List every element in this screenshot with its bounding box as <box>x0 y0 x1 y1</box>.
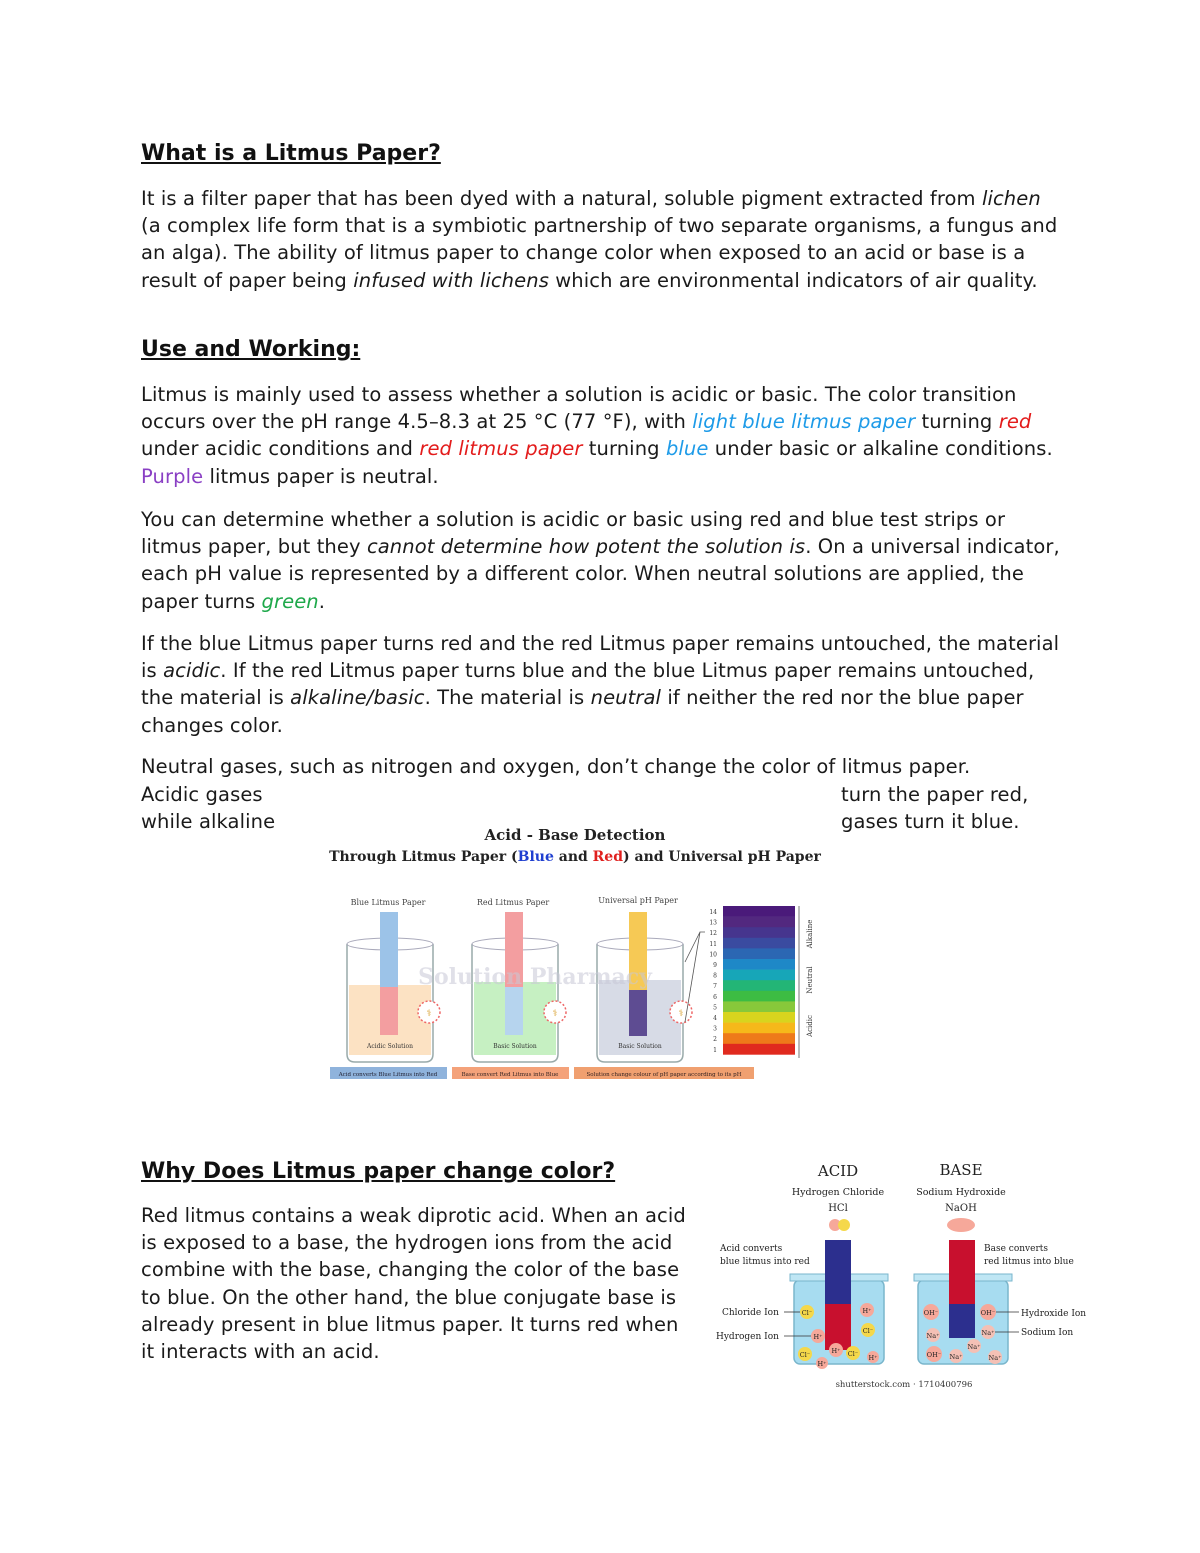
solution-label-universal: Basic Solution <box>618 1043 662 1050</box>
purple-text: Purple <box>141 464 204 488</box>
neutral-text: neutral <box>590 686 662 710</box>
svg-text:Na⁺: Na⁺ <box>926 1332 940 1340</box>
blue-text: blue <box>665 437 709 461</box>
red-paper-text: red litmus paper <box>419 437 583 461</box>
text: . <box>318 589 326 613</box>
base-note-line2: red litmus into blue <box>984 1257 1074 1267</box>
svg-text:H⁺: H⁺ <box>831 1347 841 1355</box>
svg-text:Na⁺: Na⁺ <box>967 1343 981 1351</box>
caption-base: Base convert Red Litmus into Blue <box>461 1072 559 1078</box>
figure2-credit: shutterstock.com · 1710400796 <box>835 1380 973 1390</box>
blue-litmus-strip <box>380 912 398 987</box>
watermark: Solution Pharmacy <box>418 964 652 990</box>
acid-note-line2: blue litmus into red <box>720 1257 810 1267</box>
ph-scale-band <box>723 1044 795 1055</box>
svg-text:OH⁻: OH⁻ <box>926 1351 942 1359</box>
text: It is a filter paper that has been dyed with a natural, soluble pigment extracted from <box>141 187 982 210</box>
heading-why-change-color: Why Does Litmus paper change color? <box>141 1159 616 1184</box>
ph-scale-number: 6 <box>713 993 717 1001</box>
figure1-subtitle: Through Litmus Paper (Blue and Red) and Universal pH Paper <box>329 849 821 865</box>
base-title: BASE <box>939 1161 983 1179</box>
acid-formula: HCl <box>828 1203 848 1214</box>
ph-scale-band <box>723 906 795 917</box>
lichen-text: lichen <box>981 187 1041 210</box>
svg-text:Na⁺: Na⁺ <box>988 1354 1002 1362</box>
text: If the blue Litmus paper turns red and the red Litmus paper remains untouched, the material is <box>141 632 1060 683</box>
base-note-line1: Base converts <box>984 1244 1048 1254</box>
svg-text:H⁺: H⁺ <box>817 1360 827 1368</box>
green-text: green <box>261 589 319 613</box>
ph-scale-number: 2 <box>713 1036 717 1044</box>
scale-label-neutral: Neutral <box>806 966 814 994</box>
acid-name: Hydrogen Chloride <box>791 1187 885 1198</box>
ph-scale-band <box>723 980 795 991</box>
heading-what-is-litmus: What is a Litmus Paper? <box>141 141 441 166</box>
svg-text:Cl⁻: Cl⁻ <box>862 1327 874 1335</box>
ph-scale-number: 10 <box>709 951 717 959</box>
svg-text:⚕: ⚕ <box>426 1009 432 1019</box>
gases-acidic-left: Acidic gases <box>141 783 263 806</box>
figure1-title: Acid - Base Detection <box>484 826 666 844</box>
paragraph-results <box>141 630 1066 739</box>
svg-text:⚕: ⚕ <box>678 1009 684 1019</box>
ph-scale-band <box>723 1033 795 1044</box>
heading-use-and-working: Use and Working: <box>141 337 361 362</box>
text: under acidic conditions and <box>141 437 420 461</box>
text: Litmus is mainly used to assess whether a solution is acidic or basic. The color transition occurs over the pH range 4.5–8.3 at 25 °C (77 °F), with <box>141 383 1017 434</box>
paragraph-why: Red litmus contains a weak diprotic acid. When an acid is exposed to a base, the hydrogen ions from the acid combine with the base, changing the color of the base to blue. On the other hand, the blue conjugate base is already present in blue litmus paper. It turns red when it interacts with an acid. <box>141 1204 686 1364</box>
text: . If the red Litmus paper turns blue and the blue Litmus paper remains untouched, the material is <box>141 659 1035 710</box>
caption-acid: Acid converts Blue Litmus into Red <box>338 1072 438 1078</box>
ph-scale-band <box>723 927 795 938</box>
paragraph-use <box>141 381 1066 490</box>
svg-text:OH⁻: OH⁻ <box>923 1309 939 1317</box>
ph-scale-number: 1 <box>713 1046 717 1054</box>
text: if neither the red nor the blue paper changes color. <box>141 686 1024 737</box>
text: under basic or alkaline conditions. <box>708 437 1053 461</box>
text: which are environmental indicators of air quality. <box>548 268 1038 292</box>
ph-scale-band <box>723 1023 795 1034</box>
light-blue-paper-text: light blue litmus paper <box>692 410 916 434</box>
label-chloride-ion: Chloride Ion <box>722 1308 779 1318</box>
ph-scale-number: 12 <box>709 930 717 938</box>
svg-text:Na⁺: Na⁺ <box>949 1353 963 1361</box>
beaker-label-blue: Blue Litmus Paper <box>350 898 426 907</box>
acid-strip-blue <box>825 1240 851 1304</box>
acid-note-line1: Acid converts <box>720 1244 783 1254</box>
ph-scale-number: 9 <box>713 962 717 969</box>
svg-text:H⁺: H⁺ <box>868 1354 878 1362</box>
label-hydrogen-ion: Hydrogen Ion <box>716 1332 779 1342</box>
solution-label-basic: Basic Solution <box>493 1043 537 1050</box>
text: litmus paper is neutral. <box>203 464 439 488</box>
ph-scale-number: 13 <box>709 919 717 927</box>
label-hydroxide-ion: Hydroxide Ion <box>1021 1309 1087 1319</box>
ph-scale-band <box>723 970 795 981</box>
gases-alkaline-right: gases turn it blue. <box>841 810 1020 833</box>
ph-scale-number: 11 <box>709 940 717 948</box>
ph-scale-band <box>723 1001 795 1012</box>
ph-scale-number: 5 <box>713 1004 717 1012</box>
gases-alkaline-left: while alkaline <box>141 810 276 833</box>
ph-scale-number: 4 <box>713 1015 717 1022</box>
text: . The material is <box>424 686 591 710</box>
ph-scale-band <box>723 917 795 928</box>
ph-scale-band <box>723 991 795 1002</box>
base-strip-red <box>949 1240 975 1304</box>
base-naoh-top <box>947 1218 975 1232</box>
solution-label-acidic: Acidic Solution <box>367 1043 413 1050</box>
ph-scale-numbers <box>709 909 717 1054</box>
svg-text:⚕: ⚕ <box>552 1009 558 1019</box>
infused-text: infused with lichens <box>353 268 549 292</box>
gases-acidic-right: turn the paper red, <box>841 783 1029 806</box>
ph-color-scale <box>723 906 795 1055</box>
ph-scale-band <box>723 959 795 970</box>
acidic-text: acidic <box>163 659 221 683</box>
red-text: red <box>998 410 1032 434</box>
ph-scale-band <box>723 948 795 959</box>
beaker-label-red: Red Litmus Paper <box>476 898 550 907</box>
acid-strip-red <box>825 1304 851 1350</box>
beaker-label-universal: Universal pH Paper <box>598 896 678 905</box>
text: You can determine whether a solution is acidic or basic using red and blue test strips or litmus paper, but they <box>141 508 1006 559</box>
scale-label-alkaline: Alkaline <box>806 919 814 949</box>
ph-scale-band <box>723 1012 795 1023</box>
base-strip-blue <box>949 1304 975 1338</box>
acid-title: ACID <box>817 1162 859 1180</box>
svg-text:Cl⁻: Cl⁻ <box>801 1309 813 1317</box>
ph-scale-number: 8 <box>713 972 717 980</box>
text: turning <box>582 437 666 461</box>
svg-text:Cl⁻: Cl⁻ <box>799 1351 811 1359</box>
ph-scale-number: 14 <box>709 909 717 916</box>
label-sodium-ion: Sodium Ion <box>1021 1328 1074 1338</box>
svg-text:Cl⁻: Cl⁻ <box>847 1350 859 1358</box>
base-formula: NaOH <box>945 1203 977 1214</box>
svg-text:H⁺: H⁺ <box>813 1333 823 1341</box>
scale-label-acidic: Acidic <box>806 1015 814 1037</box>
paragraph-gases: Neutral gases, such as nitrogen and oxygen, don’t change the color of litmus paper. <box>141 755 971 778</box>
figure-acid-base-detection <box>325 822 825 1084</box>
ph-scale-number: 7 <box>713 983 717 991</box>
ph-scale-number: 3 <box>713 1025 717 1033</box>
ph-scale-band <box>723 938 795 949</box>
text: . On a universal indicator, each pH value is represented by a different color. When neutral solutions are applied, the paper turns <box>141 535 1060 613</box>
text: turning <box>915 410 999 434</box>
paragraph-definition <box>141 185 1066 294</box>
svg-text:H⁺: H⁺ <box>862 1307 872 1315</box>
svg-text:Na⁺: Na⁺ <box>981 1329 995 1337</box>
alkaline-text: alkaline/basic <box>290 686 425 710</box>
acid-cl-ion-top <box>838 1219 850 1231</box>
svg-text:OH⁻: OH⁻ <box>980 1309 996 1317</box>
base-name: Sodium Hydroxide <box>916 1187 1006 1198</box>
text: (a complex life form that is a symbiotic partnership of two separate organisms, a fungus and an alga). The ability of litmus paper to change color when exposed to an acid or base is a result of paper being <box>141 214 1058 292</box>
paragraph-indicator <box>141 506 1066 615</box>
cannot-text: cannot determine how potent the solution is <box>366 535 806 559</box>
blue-strip-turned-red <box>380 987 398 1035</box>
caption-universal: Solution change colour of pH paper according to its pH <box>586 1072 742 1078</box>
figure-acid-base-litmus <box>712 1158 1102 1393</box>
